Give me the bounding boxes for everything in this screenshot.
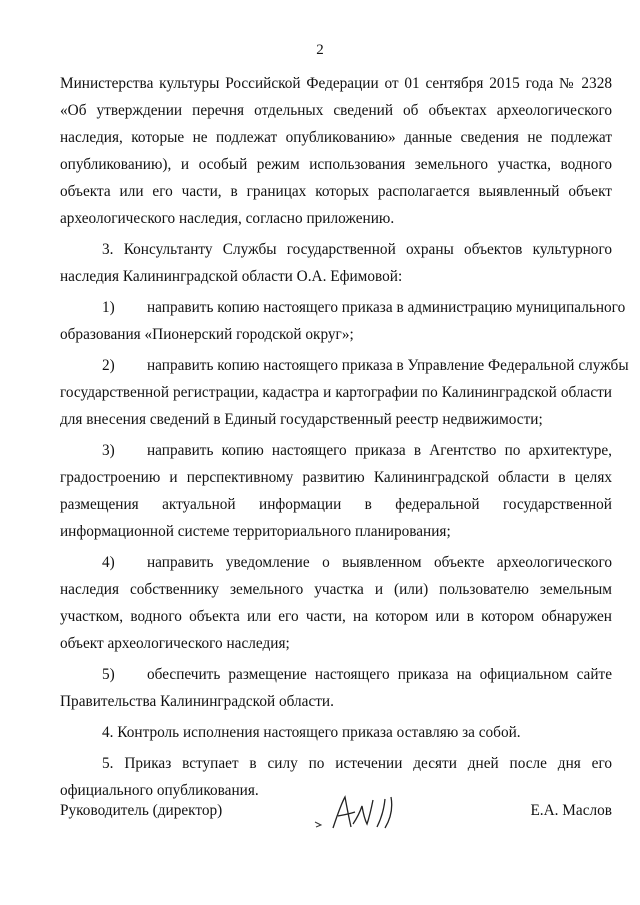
list-item xyxy=(60,352,629,433)
text-line: «Об утверждении перечня отдельных сведений об объектах археологического xyxy=(60,102,612,119)
text-line: для внесения сведений в Единый государственный реестр недвижимости; xyxy=(60,411,543,428)
text-line: официального опубликования. xyxy=(60,782,259,799)
signatory-name: Е.А. Маслов xyxy=(530,802,612,819)
list-number: 1) xyxy=(102,299,115,316)
text-line xyxy=(60,661,612,688)
text-line: образования «Пионерский городской округ»; xyxy=(60,326,354,343)
paragraph xyxy=(60,236,612,290)
text-line: наследия, которые не подлежат опубликованию» данные сведения не подлежат xyxy=(60,129,612,146)
paragraph xyxy=(60,719,612,746)
text-line: наследия Калининградской области О.А. Ефимовой: xyxy=(60,268,403,285)
list-item xyxy=(60,549,612,657)
list-text: обеспечить размещение настоящего приказа на официальном сайте xyxy=(147,666,612,683)
text-line: государственной регистрации, кадастра и картографии по Калининградской области xyxy=(60,384,612,401)
paragraph xyxy=(60,70,612,232)
list-text: направить копию настоящего приказа в администрацию муниципального xyxy=(147,299,626,316)
text-line xyxy=(60,549,612,576)
text-line xyxy=(60,437,612,464)
text-line: Правительства Калининградской области. xyxy=(60,693,334,710)
text-line: 3. Консультанту Службы государственной охраны объектов культурного xyxy=(102,241,612,258)
text-line: Министерства культуры Российской Федерации от 01 сентября 2015 года № 2328 xyxy=(60,75,612,92)
text-line: наследия собственнику земельного участка и (или) пользователю земельным xyxy=(60,581,612,598)
list-item xyxy=(60,437,612,545)
list-number: 4) xyxy=(102,554,115,571)
document-body xyxy=(60,70,629,804)
text-line: участком, водного объекта или его части, на котором или в котором обнаружен xyxy=(60,608,612,625)
list-number: 2) xyxy=(102,357,115,374)
text-line: объект археологического наследия; xyxy=(60,635,290,652)
text-line: археологического наследия, согласно приложению. xyxy=(60,210,395,227)
text-line: объекта или его части, в границах которых располагается выявленный объект xyxy=(60,183,612,200)
text-line: 4. Контроль исполнения настоящего приказа оставляю за собой. xyxy=(102,724,521,741)
text-line: размещения актуальной информации в федеральной государственной xyxy=(60,496,612,513)
list-text: направить копию настоящего приказа в Управление Федеральной службы xyxy=(147,357,629,374)
signatory-position: Руководитель (директор) xyxy=(60,802,223,819)
signature-block xyxy=(60,794,612,834)
text-line: 5. Приказ вступает в силу по истечении десяти дней после дня его xyxy=(102,755,612,772)
text-line: информационной системе территориального планирования; xyxy=(60,523,451,540)
list-item xyxy=(60,294,626,348)
text-line: опубликованию), и особый режим использования земельного участка, водного xyxy=(60,156,612,173)
page-number: 2 xyxy=(316,42,324,58)
list-item xyxy=(60,661,612,715)
list-number: 5) xyxy=(102,666,115,683)
text-line xyxy=(60,352,629,379)
list-text: направить уведомление о выявленном объекте археологического xyxy=(147,554,612,571)
text-line xyxy=(60,294,626,321)
list-number: 3) xyxy=(102,442,115,459)
list-text: направить копию настоящего приказа в Агентство по архитектуре, xyxy=(147,442,612,459)
handwritten-signature xyxy=(305,794,415,834)
text-line: градостроению и перспективному развитию Калининградской области в целях xyxy=(60,469,612,486)
